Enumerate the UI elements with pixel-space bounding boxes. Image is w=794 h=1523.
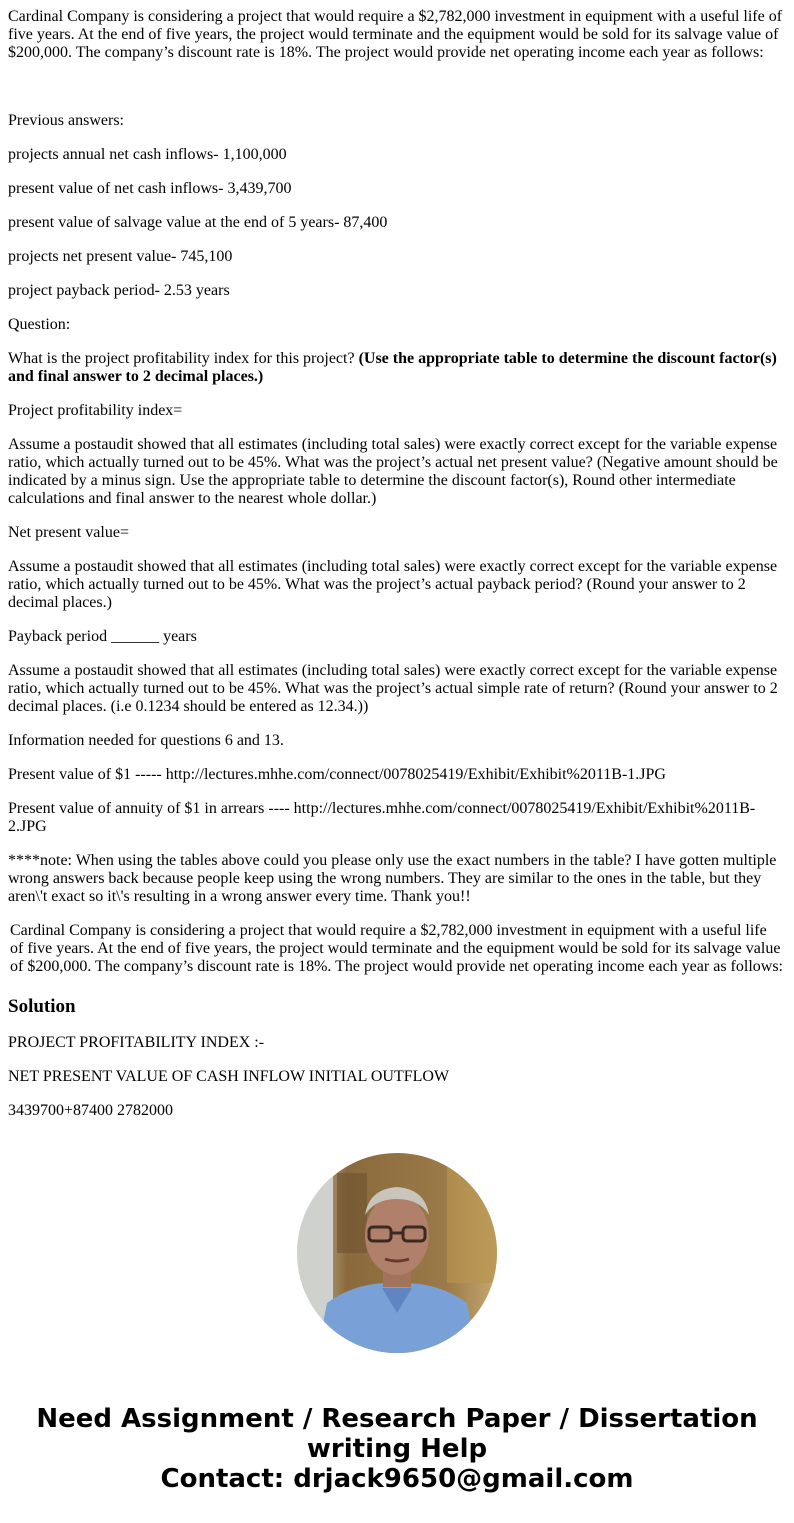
solution-line-3: 3439700+87400 2782000: [8, 1102, 174, 1119]
payback-question: Assume a postaudit showed that all estimates (including total sales) were exactly correct except for the variable expense ratio, which actually turned out to be 45%. What was the project’s actual payback period? (Round your answer to 2 decimal places.): [8, 558, 778, 611]
npv-question: Assume a postaudit showed that all estimates (including total sales) were exactly correct except for the variable expense ratio, which actually turned out to be 45%. What was the project’s actual net present value? (Negative amount should be indicated by a minus sign. Use the appropriate table to determine the discount factor(s), Round other intermediate calculations and final answer to the nearest whole dollar.): [8, 436, 778, 507]
question-heading: Question:: [8, 316, 71, 333]
footer-line-2: writing Help: [306, 1434, 488, 1464]
blank-space: [8, 78, 784, 112]
question-intro: Cardinal Company is considering a project that would require a $2,782,000 investment in equipment with a useful life of five years. At the end of five years, the project would terminate and the equipment would be sold for its salvage value of $200,000. The company’s discount rate is 18%. The project would provide net operating income each year as follows:: [8, 8, 783, 61]
simple-rate-of-return-question: Assume a postaudit showed that all estimates (including total sales) were exactly correct except for the variable expense ratio, which actually turned out to be 45%. What was the project’s actual simple rate of return? (Round your answer to 2 decimal places. (i.e 0.1234 should be entered as 12.34.)): [8, 662, 778, 715]
solution-line-1: PROJECT PROFITABILITY INDEX :-: [8, 1034, 265, 1051]
solution-line-2: NET PRESENT VALUE OF CASH INFLOW INITIAL OUTFLOW: [8, 1068, 450, 1085]
pva-table-link: Present value of annuity of $1 in arrears ---- http://lectures.mhhe.com/connect/0078025419/Exhibit/Exhibit%2011B-2.JPG: [8, 800, 756, 835]
previous-answer-npv: projects net present value- 745,100: [8, 248, 233, 265]
pv-table-link: Present value of $1 ----- http://lectures.mhhe.com/connect/0078025419/Exhibit/Exhibit%2011B-1.JPG: [8, 766, 666, 783]
profitability-index-instructions: (Use the appropriate table to determine the discount factor(s) and final answer to 2 decimal places.): [8, 350, 777, 385]
footer-contact-email: Contact: drjack9650@gmail.com: [160, 1464, 634, 1494]
previous-answer-pv-cash-inflows: present value of net cash inflows- 3,439,700: [8, 180, 292, 197]
question-content: [8, 8, 784, 1136]
note: ****note: When using the tables above could you please only use the exact numbers in the table? I have gotten multiple wrong answers back because people keep using the wrong numbers. They are similar to the ones in the table, but they aren\'t exact so it\'s resulting in a wrong answer every time. Thank you!!: [8, 852, 777, 905]
previous-answer-cash-inflows: projects annual net cash inflows- 1,100,000: [8, 146, 287, 163]
info-heading: Information needed for questions 6 and 13.: [8, 732, 284, 749]
tutor-portrait-image: [297, 1153, 497, 1353]
footer-line-1: Need Assignment / Research Paper / Dissertation: [36, 1404, 758, 1434]
payback-answer-label: Payback period ______ years: [8, 628, 197, 645]
tutor-avatar: [297, 1153, 497, 1353]
profitability-index-answer-label: Project profitability index=: [8, 402, 183, 419]
npv-answer-label: Net present value=: [8, 524, 129, 541]
previous-answer-payback: project payback period- 2.53 years: [8, 282, 230, 299]
footer-contact-banner: [0, 1404, 794, 1494]
solution-heading: Solution: [8, 996, 76, 1017]
repeated-intro: Cardinal Company is considering a project that would require a $2,782,000 investment in equipment with a useful life of five years. At the end of five years, the project would terminate and the equipment would be sold for its salvage value of $200,000. The company’s discount rate is 18%. The project would provide net operating income each year as follows:: [10, 922, 783, 975]
previous-answers-heading: Previous answers:: [8, 112, 124, 129]
profitability-index-question-text: What is the project profitability index for this project?: [8, 350, 359, 367]
profitability-index-question: [8, 350, 784, 386]
previous-answer-pv-salvage: present value of salvage value at the end of 5 years- 87,400: [8, 214, 388, 231]
